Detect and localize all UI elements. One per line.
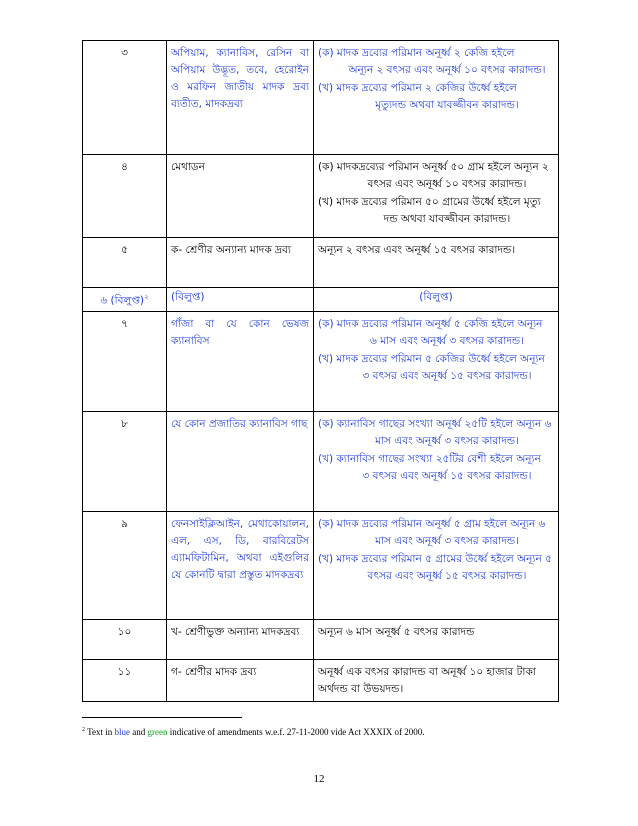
penalty-line: (খ) মাদক দ্রব্যের পরিমান ৫০ গ্রামের উর্ধ্বে হইলে মৃত্যু [318,196,541,208]
penalty-line: দন্ড অথবা যাবজ্জীবন কারাদন্ড। [383,213,511,225]
penalty-line: মৃত্যুদন্ড অথবা যাবজ্জীবন কারাদন্ড। [375,99,519,111]
footnote-divider [82,717,242,718]
penalty-line: মাস এবং অনূর্ধ্ব ৩ বৎসর কারাদন্ড। [375,434,519,447]
serial-number-text: ৬ (বিলুপ্ত) [100,294,145,307]
penalty-line: অন্যূন ২ বৎসর এবং অনূর্ধ্ব ১০ বৎসর কারাদন্ড। [348,64,546,76]
serial-number: ৪ [83,155,167,238]
table-row [83,155,559,238]
table-row [83,411,559,511]
penalty-line: বৎসর এবং অনূর্ধ্ব ১৫ বৎসর কারাদন্ড। [367,569,527,582]
penalty-item [318,451,554,485]
penalty-line: (ক) ক্যানাবিস গাছের সংখ্যা অনূর্ধ্ব ২৫টি হইলে অন্যূন ৬ [318,417,552,430]
penalty-line: অর্থদন্ড বা উভয়দন্ড। [318,682,404,695]
drug-description: ক- শ্রেণীর অন্যান্য মাদক দ্রব্য [167,238,314,288]
penalty-cell [314,311,559,411]
table-row [83,311,559,411]
footnote-green-word: green [147,727,168,737]
footnote [82,724,562,738]
table-row [83,238,559,288]
penalty-item [318,316,554,350]
table-row [83,511,559,619]
penalty-cell [314,659,559,701]
serial-number: ৫ [83,238,167,288]
penalty-item [318,159,554,193]
page-number: 12 [313,773,325,785]
table-row [83,41,559,155]
penalty-line: (খ) মাদক দ্রব্যের পরিমান ২ কেজির উর্ধ্বে হইলে [318,82,517,94]
penalty-item [318,551,554,585]
penalty-line: (খ) মাদক দ্রব্যের পরিমান ৫ কেজির উর্ধ্বে হইলে অন্যূন [318,352,545,365]
serial-number: ১০ [83,619,167,659]
table-row [83,619,559,659]
penalty-line: ৩ বৎসর এবং অনূর্ধ্ব ১৫ বৎসর কারাদন্ড। [362,369,532,382]
penalty-item [318,516,554,550]
table-row [83,659,559,701]
footnote-reference: ২ [144,293,149,301]
table-row [83,288,559,312]
drug-description: গাঁজা বা যে কোন ভেষজ ক্যানাবিস [167,311,314,411]
penalty-line: (ক) মাদকদ্রব্যের পরিমান অনূর্ধ্ব ৫০ গ্রাম হইলে অন্যূন ২ [318,161,549,173]
serial-number [83,288,167,312]
penalty-line: (ক) মাদক দ্রব্যের পরিমান অনূর্ধ্ব ৫ গ্রাম হইলে অন্যূন ৬ [318,517,546,530]
serial-number: ৯ [83,511,167,619]
footnote-mark: 2 [82,727,85,733]
serial-number: ১১ [83,659,167,701]
penalty-line: ৬ মাস এবং অনূর্ধ্ব ৩ বৎসর কারাদন্ড। [370,334,524,347]
penalty-line: ৩ বৎসর এবং অনূর্ধ্ব ১৫ বৎসর কারাদন্ড। [362,469,532,482]
penalty-cell [314,155,559,238]
penalty-line: অনূর্ধ্ব এক বৎসর কারাদন্ড বা অনূর্ধ্ব ১০ হাজার টাকা [318,665,536,678]
serial-number: ৮ [83,411,167,511]
penalty-item [318,351,554,385]
drug-description: যে কোন প্রজাতির ক্যানাবিস গাছ [167,411,314,511]
penalty-line: (খ) ক্যানাবিস গাছের সংখ্যা ২৫টির বেশী হইলে অন্যূন [318,452,541,465]
penalty-cell [314,41,559,155]
penalty-cell [314,238,559,288]
penalty-cell [314,411,559,511]
penalty-line: (খ) মাদক দ্রব্যের পরিমান ৫ গ্রামের উর্ধ্বে হইলে অন্যূন ৫ [318,552,552,565]
footnote-text-pre: Text in [87,727,115,737]
penalty-item [318,416,554,450]
penalty-cell [314,619,559,659]
drug-description: অপিয়াম, ক্যানাবিস, রেসিন বা অপিয়াম উদ্ভূত, তবে, হেরোইন ও মরফিন জাতীয় মাদক দ্রব্য ব্যতীত, মাদকদ্রব্য [167,41,314,155]
penalty-item [318,80,554,114]
penalty-line: বৎসর এবং অনূর্ধ্ব ১০ বৎসর কারাদন্ড। [367,178,527,190]
penalty-schedule-table [82,40,559,702]
drug-description: গ- শ্রেণীর মাদক দ্রব্য [167,659,314,701]
serial-number: ৩ [83,41,167,155]
drug-description: (বিলুপ্ত) [167,288,314,312]
penalty-line: (ক) মাদক দ্রব্যের পরিমান অনূর্ধ্ব ২ কেজি হইলে [318,47,515,59]
penalty-cell [314,511,559,619]
footnote-blue-word: blue [114,727,130,737]
serial-number: ৭ [83,311,167,411]
penalty-line: (ক) মাদক দ্রব্যের পরিমান অনূর্ধ্ব ৫ কেজি হইলে অন্যূন [318,317,543,330]
drug-description: মেথাডন [167,155,314,238]
penalty-line: মাস এবং অনূর্ধ্ব ৩ বৎসর কারাদন্ড। [375,534,519,547]
footnote-text-and: and [129,727,148,737]
footnote-text-post: indicative of amendments w.e.f. 27-11-2000 vide Act XXXIX of 2000. [167,727,425,737]
drug-description: ফেনসাইক্লিআইন, মেথাকোয়ালন, এল, এস, ডি, বারবিরেটস এ্যামফিটামিন, অথবা এইগুলির যে কোনটি দ্বারা প্রস্তুত মাদকদ্রব্য [167,511,314,619]
penalty-line: অন্যূন ৬ মাস অনূর্ধ্ব ৫ বৎসর কারাদন্ড [318,625,475,638]
penalty-line: অন্যূন ২ বৎসর এবং অনূর্ধ্ব ১৫ বৎসর কারাদন্ড। [318,244,516,256]
drug-description: খ- শ্রেণীভুক্ত অন্যান্য মাদকদ্রব্য [167,619,314,659]
penalty-item [318,194,554,228]
penalty-item [318,45,554,79]
penalty-cell: (বিলুপ্ত) [314,288,559,312]
